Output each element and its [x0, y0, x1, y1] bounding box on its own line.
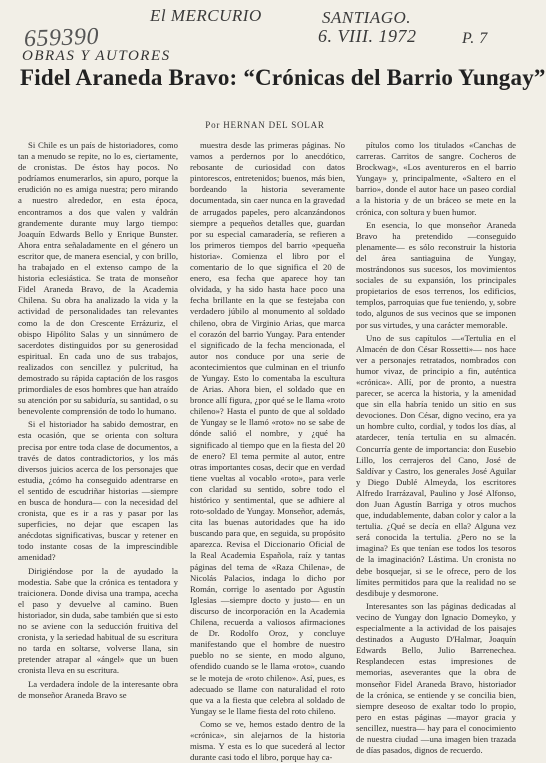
- article-column-3: [356, 140, 516, 756]
- paragraph: Interesantes son las páginas dedicadas al vecino de Yungay don Ignacio Domeyko, y especialmente a la actividad de los paisajes destinados a Augusto D'Halmar, Joaquín Edwards Bello, Julio Barrenechea. Resplandecen estas impresiones de memorias, aseverantes que la obra de monseñor Fidel Araneda Bravo, historiador de la crónica, se entiende y se concilia bien, siempre deseoso de exaltar todo lo propio, pero en estas páginas —mayor gracia y sencillez, nuestra— hay para el conocimiento de nuestra ciudad —una imagen bien trazada de días pasados, dignos de recuerdo.: [356, 600, 516, 756]
- handwritten-date-note: 6. VIII. 1972: [318, 26, 417, 46]
- paragraph: En esencia, lo que monseñor Araneda Bravo ha pretendido —conseguido plenamente— es sólo reconstruir la historia del área santiaguina de Yungay, mostrándonos sus sucesos, los movimientos sociales de su expansión, los principales propietarios de esos terrenos, los edificios, templos, parroquias que fue teniendo, y, sobre todo, algunos de sus vecinos que se imponen por sus virtudes, y una carácter memorable.: [356, 219, 516, 330]
- article-column-1: [18, 140, 178, 700]
- handwritten-page-note: P. 7: [462, 30, 488, 47]
- paragraph: Dirigiéndose por la de ayudado la modestia. Sabe que la crónica es tentadora y traicionera. Donde divisa una trampa, acecha el paso y devuelve al camino. Buen historiador, sin duda, sabe también que si esto no se aviene con la seducción fruitiva del cronista, y la seriedad habitual de su escritura no tarda en soltarse, volverse llana, sin pretender atrapar al «ángel» que un buen cronista lleva en su escritura.: [18, 565, 178, 676]
- handwritten-source-note: El MERCURIO: [150, 6, 262, 25]
- article-column-2: [190, 140, 345, 763]
- article-headline: Fidel Araneda Bravo: “Crónicas del Barrio Yungay”: [20, 65, 546, 90]
- article-byline: Por HERNAN DEL SOLAR: [205, 120, 325, 130]
- paragraph: muestra desde las primeras páginas. No vamos a perdernos por lo anecdótico, rebosante de curiosidad con datos pintorescos, entretenidos; buenos, más bien, bordeando la historia severamente documentada, sin caer nunca en la gravedad de arrugados papeles, pero alcanzándonos siempre a pequeños detalles que, guardan por su especial camaradería, se refieren a los primeros tiempos del barrio «pequeña historia». Comienza el libro por el comentario de lo que significa el 20 de enero, esa fecha que aparece hoy tan olvidada, y ha sido hasta hace poco una fecha brillante en la que se festejaba con verdadero júbilo al monumento al soldado chileno, obra de Virginio Arias, que marca el corazón del barrio Yungay. Para entender el significado de la fecha mencionada, el autor nos conduce por una serie de acontecimientos que culminan en el triunfo de Yungay. Esto lo comentaba la escultura de Arias. Ahora bien, el soldado que en bronce allí figura, ¿por qué se le llama «roto chileno»? Hasta el punto de que al soldado de Yungay se le llamó «roto» no se sabe de dónde salió el nombre, y ¿qué ha significado al tiempo que en la fiesta del 20 de enero? El tema permite al autor, entre otras importantes cosas, decir que en verdad tiene vueltas al vocablo «roto», para verle con claridad su sentido, sobre todo el histórico y sentimental, que se adhiere al roto-soldado de Yungay. Monseñor, además, cita las buenas autoridades que ha ido buscando para que, en seguida, su propósito aparezca. Revisa el Diccionario Oficial de la Real Academia Española, raíz y tantas páginas del tema de «Raza Chilena», de Nicolás Palacios, indaga lo dicho por Román, corrige lo asentado por Agustín Iglesias —siempre docto y justo— en un discurso de incorporación en la Academia Chilena, recuerda a valiosos afirmaciones de Dr. Rodolfo Oroz, y concluye manifestando que el hombre de nuestro pueblo no se siente, en modo alguno, ofendido cuando se le llama «roto», cuando se le moteja de «roto chileno». Así, pues, es adecuado se llame con naturalidad el roto que va a la fiesta que celebra al soldado de Yungay se le llame fiesta del roto chileno.: [190, 140, 345, 716]
- paragraph: pítulos como los titulados «Canchas de carreras. Carritos de sangre. Cocheros de Brockwag», «Los aventureros en el barrio Yungay» y, principalmente, «Saltero en el barrio», donde el autor hace un paseo cordial a la historia y de un bráceo se mete en la crónica, con soltura y buen humor.: [356, 140, 516, 217]
- paragraph: Como se ve, hemos estado dentro de la «crónica», sin alejarnos de la historia misma. Y esta es lo que sucederá al lector durante casi todo el libro, porque hay ca-: [190, 718, 345, 763]
- handwritten-city-note: SANTIAGO.: [322, 8, 412, 27]
- paragraph: Uno de sus capítulos —«Tertulia en el Almacén de don César Rossetti»— nos hace ver a personajes retratados, nombrados con humor vivaz, de principio a fin, auténtica «crónica». Allí, por de pronto, a nuestra parecer, se acerca la historia, y la amenidad que sin ella habría tenido un sitio en sus devociones. Don César, digno vecino, era ya un hombre culto, cordial, y todos los días, al atardecer, tenía tertulia en su almacén. Concurría gente de importancia: don Eusebio Lillo, los cerrajeros del Cano, José de Saldívar y Castro, los generales José Aguilar y Diego Dublé Almeyda, los escritores Alfredo Irarrázaval, Paulino y José Alfonso, don Juan Agustín Barriga y otros muchos que, indudablemente, daban color y calor a la tertulia. ¿Qué se decía en ella? Alguna vez será conocida la tertulia. ¿Pero no se la imagina? Es que tenían ese todos los tesoros de la imaginación? Lástima. Un cronista no debe bosquejar, si se le ofrece, pero de los límites permitidos para que la realidad no se desdibuje y desmorone.: [356, 332, 516, 598]
- paragraph: Si el historiador ha sabido demostrar, en esta ocasión, que se orienta con soltura precisa por entre toda clase de documentos, a través de datos contradictorios, y los más diversos juicios acerca de los personajes que estudia, ¿cómo ha conseguido adentrarse en el sentido de escudriñar historias —siempre en busca de hondura— con la necesidad del cronista, que es ir a ras y pasar por las superficies, no dejar que escapen las anécdotas significativas, buscar y retener en todo instante cosas de la imprescindible amenidad?: [18, 419, 178, 563]
- section-label: OBRAS Y AUTORES: [22, 48, 171, 64]
- paragraph: La verdadera índole de la interesante obra de monseñor Araneda Bravo se: [18, 678, 178, 700]
- paragraph: Si Chile es un país de historiadores, como tan a menudo se repite, no lo es, ciertamente, de cronistas. De éstos hay pocos. No podríamos enumerarlos, sin apuro, porque la erudición no es amiga nuestra; pero mirando a nuestro alrededor, en esta época, encontramos a dos que valen y valdrán grandemente durante muy largo tiempo: Joaquín Edwards Bello y Enrique Bunster. Ahora entra señaladamente en el género un escritor que, de manera esencial, y con brillo, ha trabajado en el extenso campo de la historia eclesiástica. Se trata de monseñor Fidel Araneda Bravo, de la Academia Chilena. Su obra ha analizado la vida y la actividad de personalidades tan relevantes como la de don Crescente Errázuriz, el obispo Hipólito Salas y un sinnúmero de sacerdotes distinguidos por su generosidad espiritual. En cada uno de sus trabajos, realizados con sencillez y pulcritud, ha demostrado su rápida captación de los rasgos primordiales de esos hombres que han atraído su atención por su sabiduría, su santidad, o su benevolente comprensión de todo lo humano.: [18, 140, 178, 417]
- catalog-number-stamp: 659390: [23, 23, 100, 53]
